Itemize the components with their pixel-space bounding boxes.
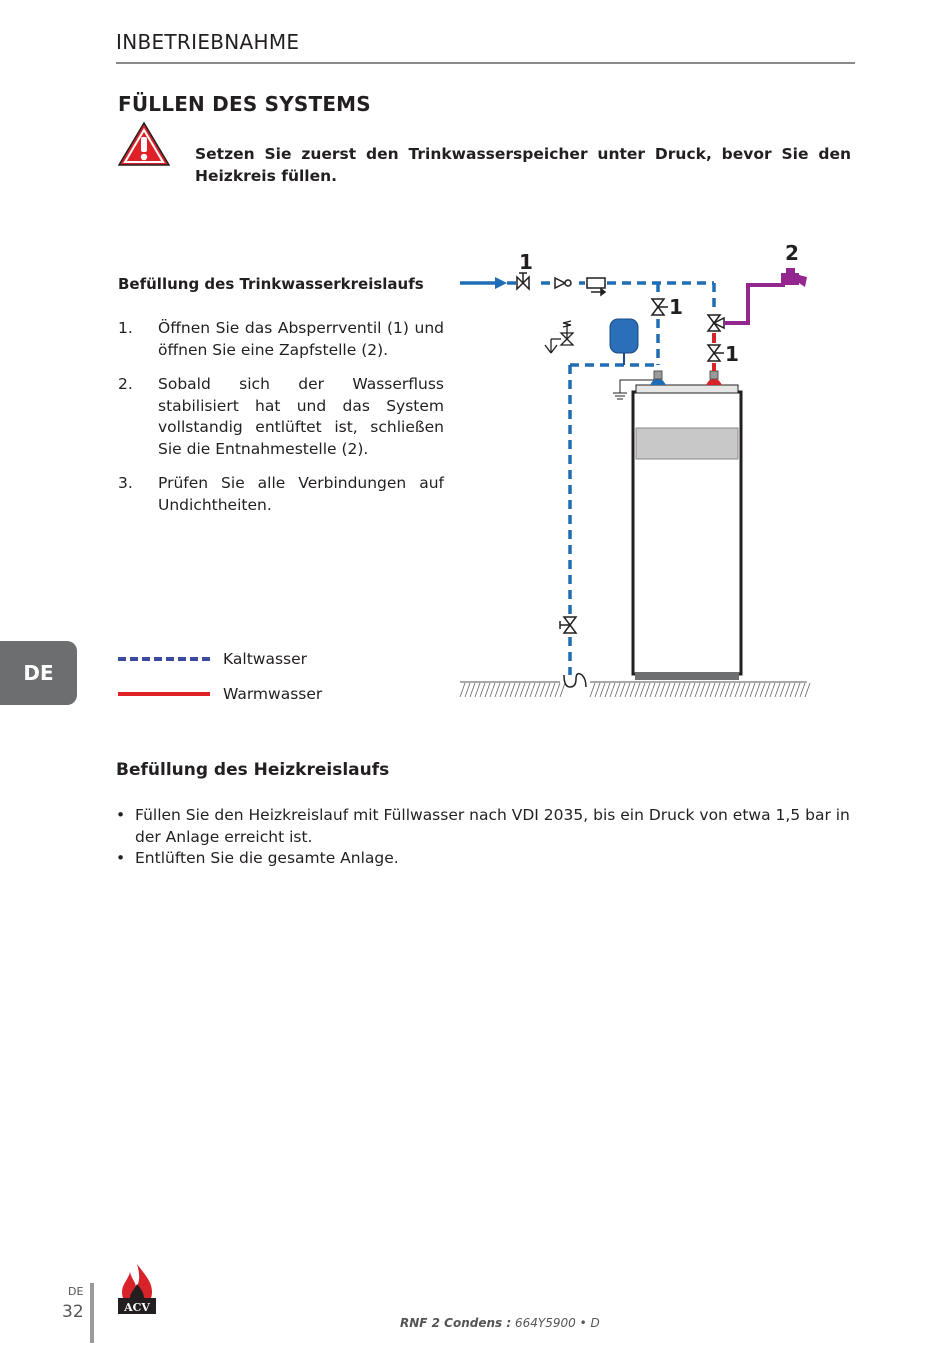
step-text: Prüfen Sie alle Verbindungen auf Undichtheiten. <box>158 474 444 514</box>
drinking-water-heading: Befüllung des Trinkwasserkreislaufs <box>118 275 424 293</box>
bullet-dot: • <box>116 806 126 824</box>
ground-hatch-mark <box>775 683 780 697</box>
warning-text: Setzen Sie zuerst den Trinkwasserspeicher unter Druck, bevor Sie den Heizkreis füllen. <box>195 145 851 185</box>
legend-warm-water-line <box>118 692 210 696</box>
check-valve-icon <box>555 278 571 288</box>
storage-unit-band <box>636 428 738 459</box>
ground-hatch-mark <box>560 683 565 697</box>
ground-hatch-mark <box>645 683 650 697</box>
ground-hatch-mark <box>795 683 800 697</box>
ground-hatch-mark <box>750 683 755 697</box>
ground-hatch-mark <box>665 683 670 697</box>
ground-hatch-mark <box>520 683 525 697</box>
label-cold-valve: 1 <box>669 295 683 319</box>
ground-hatch-mark <box>745 683 750 697</box>
ground-hatch-mark <box>670 683 675 697</box>
ground-hatch-mark <box>710 683 715 697</box>
ground-hatch-mark <box>740 683 745 697</box>
ground-hatch-mark <box>630 683 635 697</box>
ground-hatch-mark <box>685 683 690 697</box>
ground-hatch-mark <box>530 683 535 697</box>
legend-cold-water-label: Kaltwasser <box>223 650 308 668</box>
ground-hatch-mark <box>460 683 465 697</box>
ground-hatch-mark <box>480 683 485 697</box>
list-item <box>116 848 856 870</box>
pressure-reducer-icon <box>587 278 605 295</box>
cold-branch-valve-icon <box>652 299 668 315</box>
page-number: 32 <box>62 1302 84 1322</box>
ground-hatch-mark <box>470 683 475 697</box>
ground-hatch-mark <box>640 683 645 697</box>
ground-hatch-mark <box>765 683 770 697</box>
section-title: FÜLLEN DES SYSTEMS <box>118 92 371 116</box>
ground-hatch-mark <box>550 683 555 697</box>
ground-hatch-mark <box>725 683 730 697</box>
step-text: Sobald sich der Wasserfluss stabilisiert hat und das System vollstandig entlüftet ist, schließen Sie die Entnahmestelle (2). <box>158 375 444 458</box>
ground-hatch-mark <box>555 683 560 697</box>
ground-hatch-mark <box>600 683 605 697</box>
ground-hatch-mark <box>700 683 705 697</box>
ground-hatch-mark <box>730 683 735 697</box>
ground-hatch-mark <box>505 683 510 697</box>
step-item <box>118 374 444 460</box>
expansion-vessel-icon <box>610 319 638 353</box>
tap-branch-valve-icon <box>708 315 724 331</box>
step-item <box>118 318 444 361</box>
ground-hatch-mark <box>510 683 515 697</box>
legend-cold-water-line <box>118 657 210 661</box>
main-shutoff-valve-icon <box>517 273 529 289</box>
drinking-water-steps <box>118 318 444 529</box>
page-header-title: INBETRIEBNAHME <box>116 30 300 54</box>
bullet-text: Füllen Sie den Heizkreislauf mit Füllwasser nach VDI 2035, bis ein Druck von etwa 1,5 bar in der Anlage erreicht ist. <box>135 806 850 846</box>
ground-hatch-mark <box>650 683 655 697</box>
ground-hatch-mark <box>475 683 480 697</box>
warning-icon <box>116 120 172 168</box>
ground-hatch-mark <box>655 683 660 697</box>
siphon-icon <box>564 674 586 687</box>
footer-divider <box>90 1283 94 1343</box>
heating-heading: Befüllung des Heizkreislaufs <box>116 760 390 780</box>
ground-hatch-mark <box>495 683 500 697</box>
bullet-dot: • <box>116 849 126 867</box>
step-number: 1. <box>118 319 133 337</box>
doc-product: RNF 2 Condens : <box>400 1316 512 1330</box>
doc-ref: 664Y5900 • D <box>515 1316 600 1330</box>
ground-hatch-mark <box>610 683 615 697</box>
step-item <box>118 473 444 516</box>
ground-hatch-mark <box>660 683 665 697</box>
list-item <box>116 805 856 848</box>
storage-unit-top <box>636 385 738 393</box>
footer-language: DE <box>68 1285 84 1298</box>
ground-hatch-mark <box>695 683 700 697</box>
ground-hatch-mark <box>465 683 470 697</box>
label-warm-valve: 1 <box>725 342 739 366</box>
ground-hatch-mark <box>675 683 680 697</box>
ground-hatch-mark <box>800 683 805 697</box>
step-text: Öffnen Sie das Absperrventil (1) und öffnen Sie eine Zapfstelle (2). <box>158 319 444 359</box>
drain-valve-icon <box>560 617 576 633</box>
ground-hatch-mark <box>780 683 785 697</box>
ground-hatch-mark <box>790 683 795 697</box>
tap-pipe <box>724 285 785 323</box>
legend-warm-water-label: Warmwasser <box>223 685 323 703</box>
ground-hatch-mark <box>735 683 740 697</box>
ground-hatch-mark <box>785 683 790 697</box>
ground-hatch-mark <box>485 683 490 697</box>
ground-hatch-mark <box>515 683 520 697</box>
ground-hatch-mark <box>545 683 550 697</box>
ground-hatch-mark <box>525 683 530 697</box>
safety-valve-icon <box>545 321 573 353</box>
ground-hatch-mark <box>625 683 630 697</box>
logo-text: ACV <box>124 1301 150 1314</box>
ground-hatch-mark <box>770 683 775 697</box>
ground-hatch-mark <box>805 683 810 697</box>
ground-hatch-mark <box>680 683 685 697</box>
inlet-arrow-icon <box>495 277 507 289</box>
ground-hatch-mark <box>500 683 505 697</box>
ground-hatch-mark <box>605 683 610 697</box>
header-divider <box>116 62 855 64</box>
ground-hatch-mark <box>635 683 640 697</box>
ground-hatch-mark <box>615 683 620 697</box>
heating-bullet-list <box>116 805 856 870</box>
label-main-valve: 1 <box>519 250 533 274</box>
ground-hatch-mark <box>690 683 695 697</box>
ground-hatch-mark <box>490 683 495 697</box>
language-tab: DE <box>0 641 77 705</box>
ground-hatch-mark <box>535 683 540 697</box>
label-tap: 2 <box>785 241 799 265</box>
ground-hatch-mark <box>595 683 600 697</box>
ground-hatch-mark <box>590 683 595 697</box>
bullet-text: Entlüften Sie die gesamte Anlage. <box>135 849 399 867</box>
ground-hatch-mark <box>620 683 625 697</box>
tap-icon <box>781 268 807 287</box>
ground-hatch-mark <box>715 683 720 697</box>
ground-hatch-mark <box>760 683 765 697</box>
ground-hatch-mark <box>720 683 725 697</box>
ground-hatch-mark <box>540 683 545 697</box>
storage-unit-base <box>635 672 739 680</box>
acv-logo-icon <box>112 1262 162 1322</box>
ground-hatch-mark <box>705 683 710 697</box>
ground-hatch-mark <box>755 683 760 697</box>
filling-diagram <box>455 235 815 705</box>
footer-document-reference <box>400 1316 600 1330</box>
step-number: 2. <box>118 375 133 393</box>
step-number: 3. <box>118 474 133 492</box>
warm-branch-valve-icon <box>708 345 724 361</box>
